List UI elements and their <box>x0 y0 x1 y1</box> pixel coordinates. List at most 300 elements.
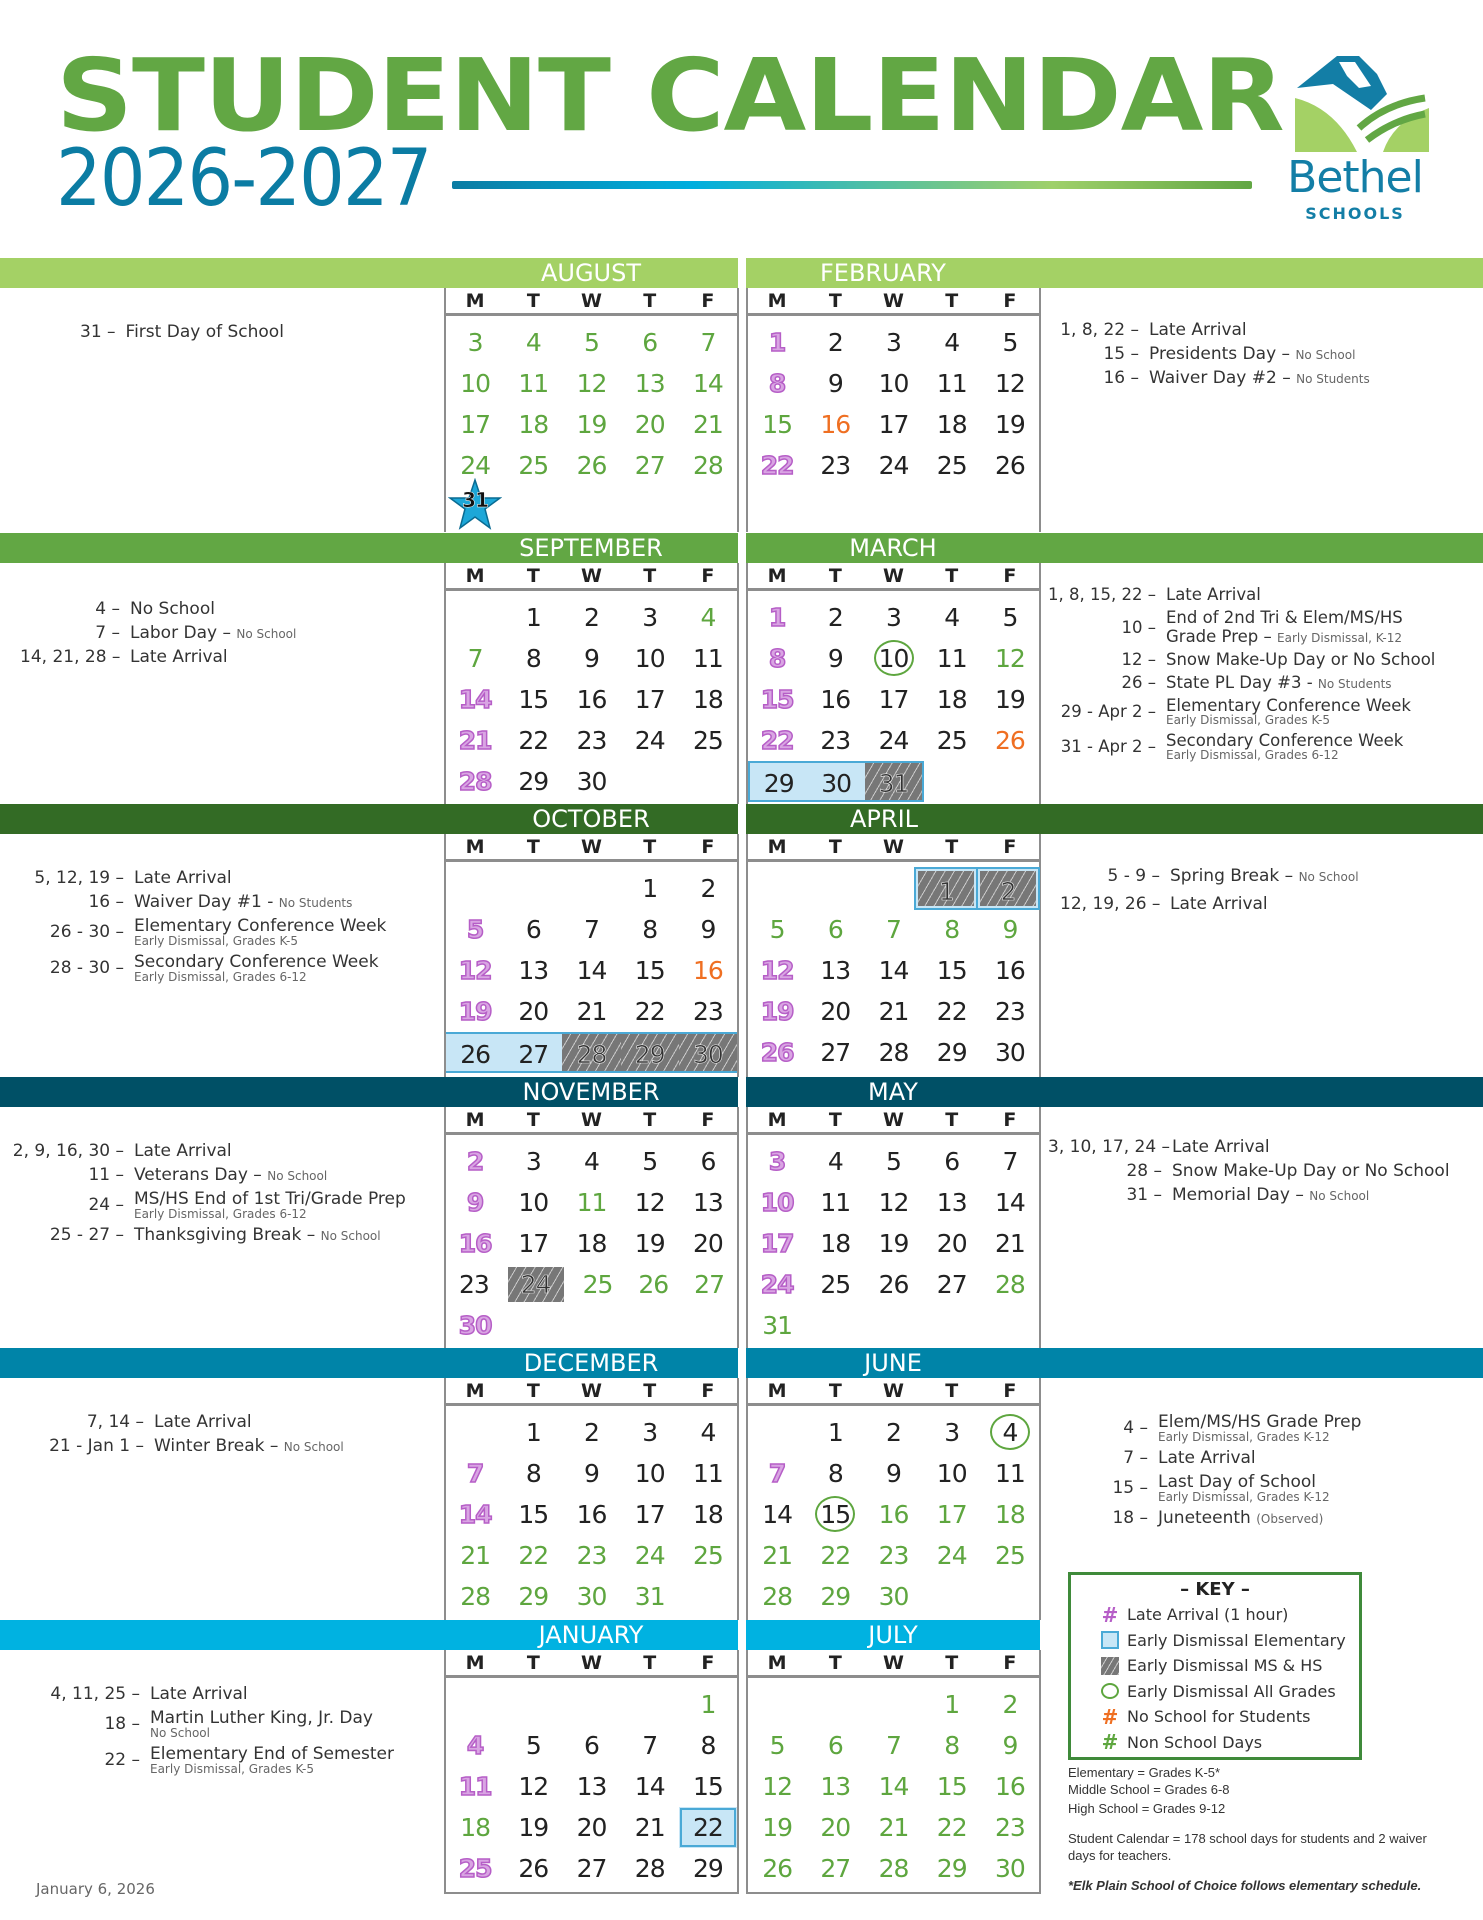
day-cell: 30 <box>576 767 607 796</box>
day-cell: 5 <box>1002 328 1018 357</box>
month-title-january: JANUARY <box>538 1621 644 1649</box>
weekday-label: T <box>828 1109 842 1131</box>
note-dates: 2, 9, 16, 30 – <box>12 1141 124 1161</box>
day-cell: 3 <box>467 328 483 357</box>
day-number: 4 <box>990 1414 1030 1450</box>
week-row <box>748 1766 1039 1807</box>
note-qualifier: Early Dismissal, K-12 <box>1277 631 1403 645</box>
day-cell <box>864 1305 922 1346</box>
week-row <box>446 679 737 720</box>
note-text: Late Arrival <box>1170 894 1268 914</box>
day-cell: 4 <box>525 328 541 357</box>
note-text: Thanksgiving Break – <box>134 1225 316 1245</box>
calendar-march <box>746 563 1041 804</box>
info-middle: Middle School = Grades 6-8 <box>1068 1782 1230 1797</box>
day-cell: 29 <box>693 1854 723 1883</box>
week-row <box>748 720 1039 761</box>
day-cell: 26 <box>638 1270 669 1299</box>
day-cell: 23 <box>576 1541 607 1570</box>
day-cell: 8 <box>700 1731 716 1760</box>
day-cell: 27 <box>820 1038 851 1067</box>
first-day-cell <box>446 486 504 527</box>
day-cell: 16 <box>576 685 607 714</box>
star-icon <box>448 478 502 532</box>
weekday-label: F <box>701 1652 715 1674</box>
week-row <box>446 1535 737 1576</box>
day-cell: 28 <box>762 1582 792 1611</box>
day-cell <box>981 1305 1039 1346</box>
day-cell: 24 <box>936 1541 967 1570</box>
notes-january <box>40 1684 394 1780</box>
day-cell: 18 <box>936 410 967 439</box>
week-row <box>748 1182 1039 1223</box>
day-cell: 30 <box>807 761 864 802</box>
day-cell: 23 <box>878 1541 909 1570</box>
notes-august <box>80 322 284 346</box>
notes-june <box>1080 1412 1361 1532</box>
school-days-info: Student Calendar = 178 school days for students and 2 waiver days for teachers. <box>1068 1831 1427 1863</box>
day-cell: 21 <box>576 997 607 1026</box>
week-row <box>748 1223 1039 1264</box>
day-cell <box>923 1576 981 1617</box>
day-cell: 25 <box>693 1541 723 1570</box>
day-cell <box>923 1305 981 1346</box>
day-cell: 9 <box>1002 915 1018 944</box>
orange-hash-icon: # <box>1101 1704 1119 1729</box>
day-cell: 8 <box>768 644 786 673</box>
week-row <box>748 638 1039 679</box>
day-cell: 27 <box>576 1854 607 1883</box>
note-subtext: Early Dismissal, Grades 6-12 <box>1166 748 1339 762</box>
weekday-label: F <box>701 565 715 587</box>
day-cell: 11 <box>458 1772 492 1801</box>
month-title-july: JULY <box>868 1621 918 1649</box>
day-cell: 21 <box>762 1541 792 1570</box>
day-cell: 17 <box>634 1500 665 1529</box>
note-dates: 11 – <box>88 1165 124 1185</box>
weekday-label: M <box>465 290 485 312</box>
info-high: High School = Grades 9-12 <box>1068 1801 1226 1816</box>
day-cell: 6 <box>827 915 843 944</box>
note-text: Snow Make-Up Day or No School <box>1166 650 1436 669</box>
day-cell: 29 <box>936 1038 967 1067</box>
week-row <box>446 322 737 363</box>
day-number: 10 <box>874 640 914 676</box>
note-text: Elementary Conference Week <box>1166 696 1411 715</box>
note-text: Late Arrival <box>1172 1137 1270 1157</box>
day-cell <box>804 868 860 909</box>
note-dates: 16 – <box>88 892 124 912</box>
day-cell: 1 <box>915 868 977 909</box>
day-cell: 14 <box>693 369 723 398</box>
day-cell: 28 <box>562 1034 620 1071</box>
day-cell: 22 <box>634 997 665 1026</box>
note-text: Grade Prep – <box>1166 627 1272 646</box>
day-cell: 1 <box>525 603 541 632</box>
week-row <box>446 363 737 404</box>
note-item <box>1048 673 1435 692</box>
day-cell: 30 <box>458 1311 492 1340</box>
notes-september <box>20 599 296 671</box>
day-cell: 27 <box>936 1270 967 1299</box>
day-cell: 12 <box>762 1772 792 1801</box>
revision-date: January 6, 2026 <box>36 1880 155 1898</box>
day-cell: 19 <box>458 997 492 1026</box>
day-cell: 7 <box>642 1731 658 1760</box>
note-qualifier: No Students <box>1317 677 1392 691</box>
grade-levels <box>1068 1764 1230 1817</box>
day-cell: 19 <box>995 685 1025 714</box>
day-cell: 26 <box>518 1854 549 1883</box>
month-title-june: JUNE <box>864 1349 922 1377</box>
month-title-february: FEBRUARY <box>820 259 946 287</box>
day-cell: 4 <box>700 1418 716 1447</box>
day-cell: 5 <box>1002 603 1018 632</box>
day-cell: 13 <box>634 369 665 398</box>
month-title-may: MAY <box>868 1078 918 1106</box>
weekday-label: T <box>526 565 540 587</box>
day-cell: 22 <box>936 997 967 1026</box>
note-item <box>1048 696 1435 727</box>
note-text: Secondary Conference Week <box>134 952 379 972</box>
day-cell: 7 <box>1002 1147 1018 1176</box>
section-aug-feb <box>0 258 1483 532</box>
day-cell: 27 <box>820 1854 851 1883</box>
weekday-label: T <box>643 1109 657 1131</box>
day-cell: 18 <box>576 1229 607 1258</box>
note-item <box>1048 1161 1450 1181</box>
day-cell: 12 <box>995 644 1025 673</box>
weekday-label: F <box>1003 290 1017 312</box>
bethel-logo <box>1275 48 1435 228</box>
day-cell: 10 <box>760 1188 794 1217</box>
note-text: Late Arrival <box>1166 585 1261 604</box>
day-cell <box>446 1412 504 1453</box>
day-cell <box>621 1305 679 1346</box>
week-row <box>748 404 1039 445</box>
week-row <box>446 597 737 638</box>
day-cell <box>982 761 1039 802</box>
day-cell: 28 <box>995 1270 1025 1299</box>
day-cell: 26 <box>878 1270 909 1299</box>
note-text: Waiver Day #1 - <box>134 892 274 912</box>
weekday-label: M <box>767 290 787 312</box>
section-oct-apr <box>0 804 1483 1077</box>
day-cell: 13 <box>936 1188 967 1217</box>
day-cell: 28 <box>458 767 492 796</box>
note-item <box>1060 368 1370 388</box>
note-dates: 31 – <box>80 322 116 342</box>
day-cell: 19 <box>878 1229 909 1258</box>
note-text: Spring Break – <box>1170 866 1294 886</box>
legend-label: Early Dismissal All Grades <box>1127 1681 1336 1701</box>
note-item <box>1080 1412 1361 1444</box>
weekday-label: M <box>465 1380 485 1402</box>
note-text: Last Day of School <box>1158 1472 1317 1492</box>
note-text: Late Arrival <box>150 1684 248 1704</box>
month-title-november: NOVEMBER <box>522 1078 660 1106</box>
day-cell <box>679 761 737 802</box>
day-cell: 3 <box>886 603 901 632</box>
week-row <box>748 1848 1039 1889</box>
day-cell: 24 <box>634 726 665 755</box>
day-cell: 21 <box>634 1813 665 1842</box>
day-cell: 24 <box>878 726 909 755</box>
day-cell: 7 <box>886 915 901 944</box>
note-text: MS/HS End of 1st Tri/Grade Prep <box>134 1189 406 1209</box>
calendar-november <box>444 1107 739 1348</box>
day-cell: 15 <box>760 685 794 714</box>
day-cell: 9 <box>827 644 843 673</box>
day-cell: 6 <box>827 1731 843 1760</box>
week-row-early-dismissal <box>446 1032 737 1073</box>
day-cell: 12 <box>518 1772 549 1801</box>
day-cell: 16 <box>820 410 851 439</box>
note-item <box>20 892 386 912</box>
day-cell: 18 <box>995 1500 1025 1529</box>
day-cell: 29 <box>621 1034 679 1071</box>
day-cell: 21 <box>995 1229 1025 1258</box>
day-cell: 22 <box>679 1807 737 1848</box>
day-cell: 26 <box>995 726 1025 755</box>
day-cell: 12 <box>995 369 1025 398</box>
day-cell: 14 <box>995 1188 1025 1217</box>
day-cell: 23 <box>458 1270 489 1299</box>
day-cell: 9 <box>584 1459 599 1488</box>
note-subtext: Early Dismissal, Grades K-5 <box>150 1762 315 1776</box>
note-text: Late Arrival <box>134 868 232 888</box>
day-cell <box>562 868 620 909</box>
note-qualifier: No Students <box>278 896 353 910</box>
legend-label: Late Arrival (1 hour) <box>1127 1605 1289 1625</box>
day-cell: 17 <box>878 685 909 714</box>
day-cell <box>621 761 679 802</box>
day-cell <box>504 868 562 909</box>
day-cell: 30 <box>679 1034 737 1071</box>
note-subtext: Early Dismissal, Grades K-12 <box>1158 1490 1330 1504</box>
day-cell: 11 <box>576 1188 607 1217</box>
day-cell: 14 <box>458 685 492 714</box>
legend-label: No School for Students <box>1127 1707 1311 1727</box>
day-cell: 22 <box>760 451 794 480</box>
legend-item-early-elem <box>1099 1628 1359 1654</box>
day-cell: 12 <box>576 369 607 398</box>
day-cell: 10 <box>460 369 490 398</box>
weekday-label: T <box>526 290 540 312</box>
notes-october <box>20 868 386 988</box>
day-cell <box>562 1684 620 1725</box>
day-cell: 11 <box>693 644 723 673</box>
day-cell: 11 <box>995 1459 1025 1488</box>
weekday-label: T <box>945 565 959 587</box>
week-row <box>748 1032 1039 1073</box>
note-item <box>20 952 386 984</box>
day-cell: 17 <box>634 685 665 714</box>
day-cell: 11 <box>936 644 967 673</box>
note-dates: 21 - Jan 1 – <box>49 1436 144 1456</box>
day-cell: 20 <box>634 410 665 439</box>
calendar-october <box>444 834 739 1077</box>
calendar-july <box>746 1650 1041 1894</box>
note-item <box>40 1684 394 1704</box>
day-cell: 19 <box>634 1229 665 1258</box>
school-year: 2026-2027 <box>56 134 431 224</box>
weekday-label: W <box>883 565 904 587</box>
weekday-label: M <box>465 836 485 858</box>
week-row <box>446 1412 737 1453</box>
day-cell <box>446 597 504 638</box>
day-cell: 23 <box>820 726 851 755</box>
day-cell: 7 <box>768 1459 786 1488</box>
star-day-number: 31 <box>462 488 489 512</box>
week-row <box>748 1141 1039 1182</box>
note-dates: 18 – <box>104 1714 140 1734</box>
weekday-label: M <box>767 836 787 858</box>
calendar-april <box>746 834 1041 1077</box>
day-cell <box>748 1684 806 1725</box>
title-divider <box>452 181 1252 189</box>
day-cell: 16 <box>458 1229 492 1258</box>
note-dates: 14, 21, 28 – <box>20 647 121 667</box>
day-cell: 17 <box>460 410 490 439</box>
weekday-header <box>446 1378 737 1406</box>
weekday-label: W <box>581 1652 602 1674</box>
week-row <box>446 1807 737 1848</box>
week-row <box>748 1576 1039 1617</box>
day-cell: 16 <box>693 956 723 985</box>
day-cell: 1 <box>827 1418 843 1447</box>
day-cell: 8 <box>768 369 786 398</box>
note-item <box>80 322 284 342</box>
day-cell: 24 <box>460 451 490 480</box>
note-dates: 31 - Apr 2 – <box>1060 737 1156 756</box>
day-cell: 16 <box>820 685 851 714</box>
note-item <box>20 647 296 667</box>
note-qualifier: No School <box>1295 348 1356 362</box>
day-cell: 29 <box>748 761 807 802</box>
day-cell: 19 <box>762 1813 792 1842</box>
note-text: Late Arrival <box>130 647 228 667</box>
day-cell <box>806 1305 864 1346</box>
day-cell: 9 <box>827 369 843 398</box>
day-cell: 6 <box>642 328 658 357</box>
legend-item-early-mshs <box>1099 1653 1359 1679</box>
day-cell <box>562 1305 620 1346</box>
note-text: Elementary Conference Week <box>134 916 387 936</box>
note-dates: 7, 14 – <box>86 1412 144 1432</box>
day-cell <box>864 1684 922 1725</box>
day-cell: 20 <box>693 1229 723 1258</box>
day-cell: 2 <box>584 603 599 632</box>
note-qualifier: No School <box>283 1440 344 1454</box>
note-item <box>20 1412 344 1432</box>
week-row <box>748 1453 1039 1494</box>
weekday-header <box>446 288 737 316</box>
day-cell: 5 <box>769 1731 785 1760</box>
week-row <box>748 868 1039 909</box>
day-cell: 19 <box>576 410 607 439</box>
weekday-label: W <box>883 1652 904 1674</box>
week-row <box>446 1848 737 1889</box>
day-cell: 4 <box>944 328 960 357</box>
note-text: Secondary Conference Week <box>1166 731 1404 750</box>
day-cell: 28 <box>634 1854 665 1883</box>
day-cell: 2 <box>977 868 1039 909</box>
note-item <box>20 599 296 619</box>
day-cell: 1 <box>944 1690 960 1719</box>
day-cell: 4 <box>944 603 960 632</box>
day-cell: 15 <box>762 410 792 439</box>
day-cell: 21 <box>693 410 723 439</box>
day-number: 15 <box>815 1496 855 1532</box>
weekday-label: T <box>643 836 657 858</box>
day-cell: 1 <box>525 1418 541 1447</box>
day-cell <box>621 1684 679 1725</box>
note-dates: 31 – <box>1126 1185 1162 1205</box>
green-circle-icon <box>1099 1681 1121 1701</box>
note-item <box>1080 1508 1361 1528</box>
week-row <box>446 486 737 527</box>
note-dates: 16 – <box>1103 368 1139 388</box>
week-row <box>446 1223 737 1264</box>
calendar-december <box>444 1378 739 1620</box>
month-title-march: MARCH <box>849 534 937 562</box>
legend-item-non-school <box>1099 1730 1359 1756</box>
day-cell: 17 <box>878 410 909 439</box>
note-dates: 15 – <box>1103 344 1139 364</box>
note-text: Martin Luther King, Jr. Day <box>150 1708 373 1728</box>
week-row <box>748 1684 1039 1725</box>
day-cell: 28 <box>878 1038 909 1067</box>
note-text: Presidents Day – <box>1149 344 1291 364</box>
section-nov-may <box>0 1077 1483 1348</box>
weekday-label: W <box>883 1380 904 1402</box>
day-cell: 15 <box>518 1500 549 1529</box>
note-item <box>20 916 386 948</box>
weekday-label: T <box>643 290 657 312</box>
note-item <box>1080 1448 1361 1468</box>
day-cell: 13 <box>820 1772 851 1801</box>
note-text: Labor Day – <box>130 623 231 643</box>
week-row <box>748 991 1039 1032</box>
legend-label: Early Dismissal MS & HS <box>1127 1656 1323 1676</box>
note-subtext: Early Dismissal, Grades 6-12 <box>134 970 307 984</box>
day-cell: 29 <box>820 1582 851 1611</box>
section-sep-mar <box>0 533 1483 804</box>
day-cell: 3 <box>525 1147 541 1176</box>
weekday-label: F <box>701 1109 715 1131</box>
day-cell: 15 <box>936 1772 967 1801</box>
weekday-label: T <box>828 290 842 312</box>
day-cell: 21 <box>460 1541 490 1570</box>
day-cell: 27 <box>634 451 665 480</box>
day-cell: 11 <box>518 369 549 398</box>
day-cell: 21 <box>458 726 492 755</box>
note-qualifier: No School <box>236 627 297 641</box>
legend-item-no-school-students <box>1099 1704 1359 1730</box>
week-row <box>748 1807 1039 1848</box>
weekday-label: T <box>828 836 842 858</box>
weekday-label: T <box>945 1109 959 1131</box>
day-cell: 10 <box>518 1188 549 1217</box>
note-text: Juneteenth <box>1158 1508 1251 1528</box>
day-cell: 6 <box>584 1731 599 1760</box>
day-cell: 2 <box>466 1147 484 1176</box>
note-dates: 4 – <box>1123 1418 1148 1438</box>
day-cell: 5 <box>584 328 599 357</box>
day-cell: 5 <box>525 1731 541 1760</box>
day-cell <box>924 761 981 802</box>
